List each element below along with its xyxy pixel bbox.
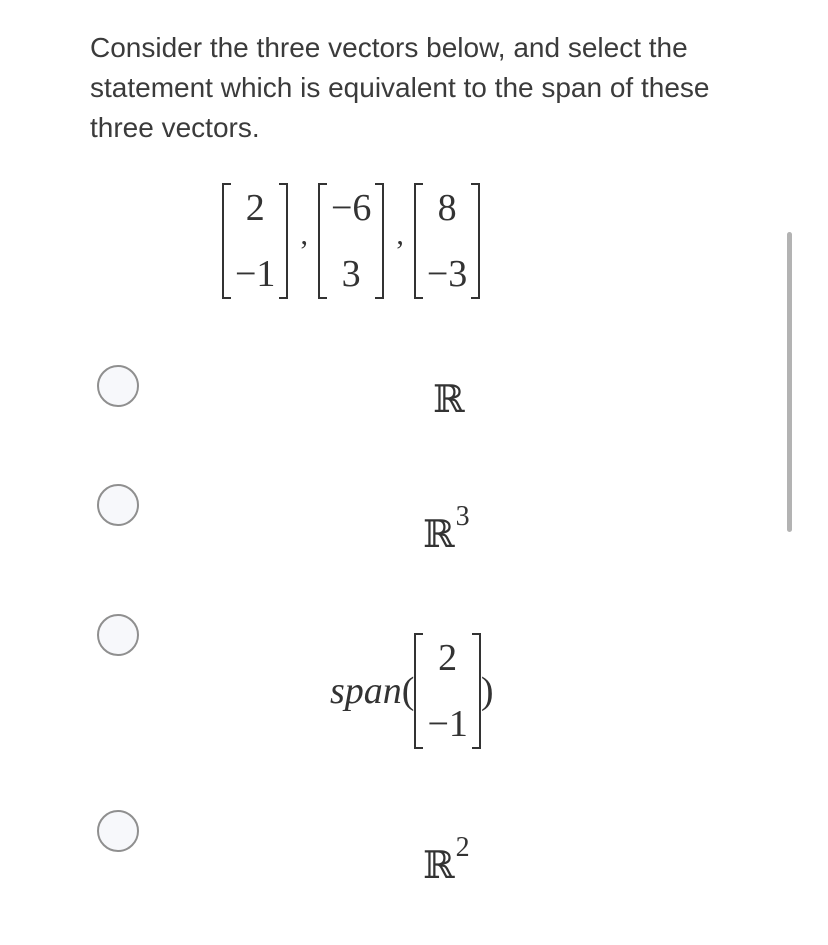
- real-numbers-symbol: ℝ: [423, 514, 455, 556]
- option-3-label[interactable]: [330, 632, 494, 750]
- vector-separator: ,: [396, 218, 404, 251]
- vector-separator: ,: [300, 218, 308, 251]
- question-text: Consider the three vectors below, and select the statement which is equivalent to the span of these three vectors.: [90, 32, 710, 143]
- real-numbers-symbol: ℝ: [423, 845, 455, 887]
- vector-1-top: 2: [245, 187, 265, 229]
- close-paren: ): [480, 670, 494, 712]
- vector-3: [414, 182, 480, 300]
- span-function: span: [330, 670, 402, 712]
- left-bracket: [222, 183, 231, 299]
- option-2-label[interactable]: [423, 501, 470, 556]
- vector-2: [318, 182, 384, 300]
- right-bracket: [375, 183, 384, 299]
- option-2-radio[interactable]: [97, 484, 139, 526]
- right-bracket: [279, 183, 288, 299]
- vector-3-bottom: −3: [426, 253, 468, 295]
- option-4-radio[interactable]: [97, 810, 139, 852]
- right-bracket: [472, 633, 481, 749]
- exponent: 3: [455, 501, 470, 532]
- left-bracket: [318, 183, 327, 299]
- open-paren: (: [401, 670, 415, 712]
- span-vector-top: 2: [438, 637, 458, 679]
- option-4-label[interactable]: [423, 832, 470, 887]
- given-vectors: [222, 180, 480, 302]
- exponent: 2: [455, 832, 470, 863]
- left-bracket: [414, 183, 423, 299]
- option-1-label[interactable]: [433, 380, 465, 420]
- scrollbar[interactable]: [787, 232, 792, 532]
- right-bracket: [471, 183, 480, 299]
- real-numbers-symbol: ℝ: [433, 379, 465, 421]
- option-1-radio[interactable]: [97, 365, 139, 407]
- option-3-radio[interactable]: [97, 614, 139, 656]
- span-vector-bottom: −1: [427, 703, 468, 745]
- vector-2-bottom: 3: [341, 253, 361, 295]
- vector-3-top: 8: [437, 187, 457, 229]
- left-bracket: [414, 633, 423, 749]
- span-vector: [414, 632, 480, 750]
- vector-1-bottom: −1: [235, 253, 276, 295]
- vector-1: [222, 182, 288, 300]
- vector-2-top: −6: [330, 187, 372, 229]
